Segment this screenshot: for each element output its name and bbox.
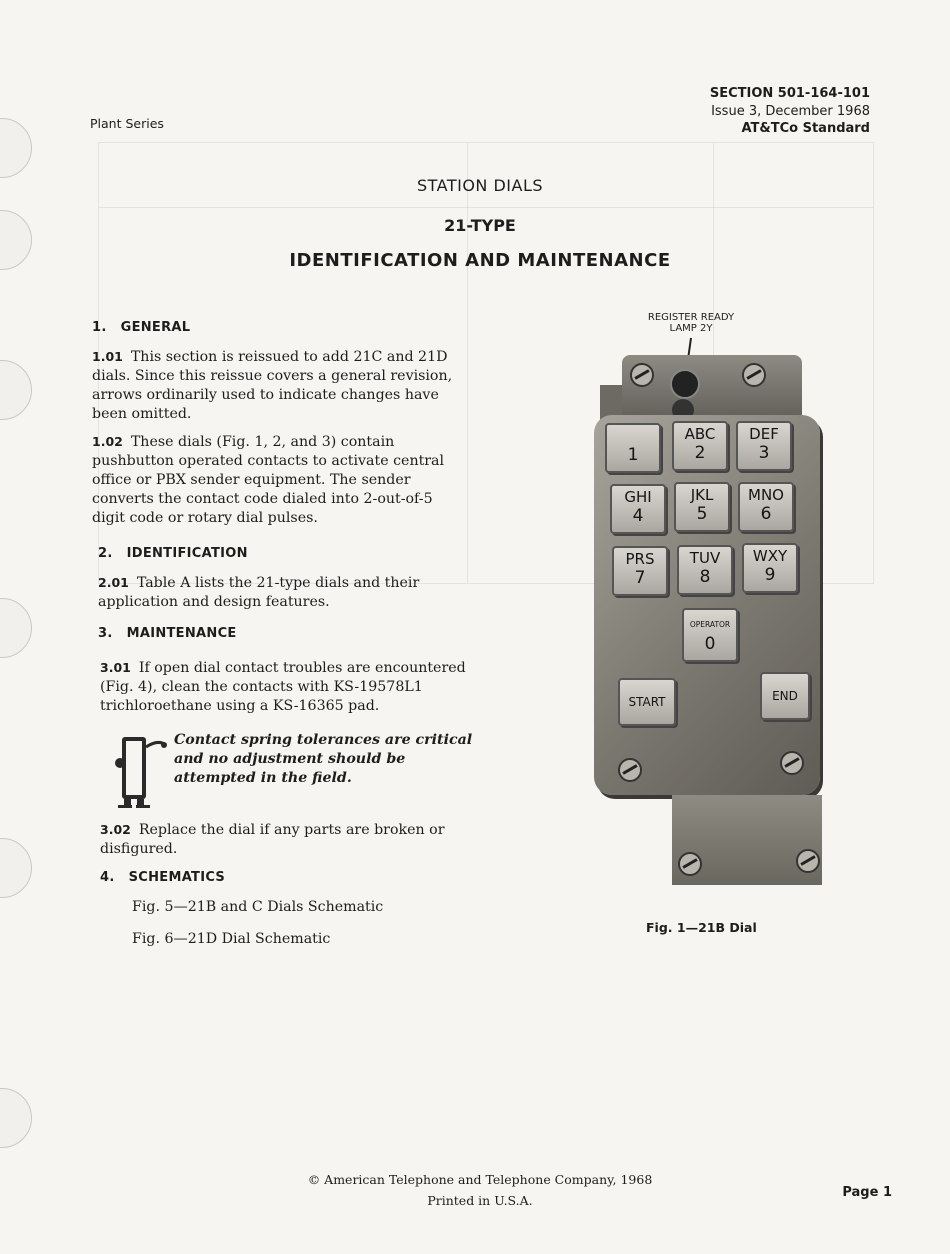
key-end: END [760, 672, 810, 720]
paragraph-2-01: 2.01 Table A lists the 21-type dials and their application and design features. [98, 575, 420, 610]
page-title: STATION DIALS [416, 176, 544, 195]
key-9: WXY 9 [742, 543, 798, 593]
section-number: SECTION 501-164-101 [709, 86, 870, 101]
key-3: DEF 3 [736, 421, 792, 471]
key-5: JKL 5 [674, 482, 730, 532]
figure-6-reference: Fig. 6—21D Dial Schematic [132, 931, 331, 947]
figure-5-reference: Fig. 5—21B and C Dials Schematic [132, 899, 384, 915]
paragraph-1-01: 1.01 This section is reissued to add 21C and 21D dials. Since this reissue covers a general revision, arrows ordinarily used to indicate changes have been omitted. [92, 349, 453, 422]
key-start: START [618, 678, 676, 726]
figure-1-caption: Fig. 1—21B Dial [646, 920, 757, 935]
binder-hole [0, 838, 32, 898]
key-4: GHI 4 [610, 484, 666, 534]
paragraph-1-02: 1.02 These dials (Fig. 1, 2, and 3) contain pushbutton operated contacts to activate central office or PBX sender equipment. The sender converts the contact code dialed into 2-out-of-5 digit code or rotary dial pulses. [92, 434, 445, 526]
binder-hole [0, 210, 32, 270]
key-8: TUV 8 [677, 545, 733, 595]
heading-schematics: 4. SCHEMATICS [100, 870, 226, 885]
page-heading: IDENTIFICATION AND MAINTENANCE [289, 250, 671, 271]
binder-hole [0, 118, 32, 178]
standard-label: AT&TCo Standard [741, 121, 870, 136]
binder-hole [0, 598, 32, 658]
key-operator: OPERATOR 0 [682, 608, 738, 662]
read-icon [112, 733, 168, 809]
paragraph-3-01: 3.01 If open dial contact troubles are encountered (Fig. 4), clean the contacts with KS-19578L1 trichloroethane using a KS-16365 pad. [100, 660, 466, 714]
register-ready-callout: REGISTER READY LAMP 2Y [647, 312, 735, 334]
printed-in: Printed in U.S.A. [427, 1193, 533, 1208]
issue-date: Issue 3, December 1968 [711, 104, 870, 119]
page-number: Page 1 [842, 1185, 892, 1200]
paragraph-3-02: 3.02 Replace the dial if any parts are broken or disfigured. [100, 822, 445, 857]
plant-series: Plant Series [90, 116, 164, 131]
key-6: MNO 6 [738, 482, 794, 532]
binder-hole [0, 360, 32, 420]
copyright: © American Telephone and Telephone Company, 1968 [307, 1172, 653, 1187]
heading-identification: 2. IDENTIFICATION [98, 546, 248, 561]
caution-note: Contact spring tolerances are critical and no adjustment should be attempted in the field. [174, 732, 473, 786]
key-1: 1 [605, 423, 661, 473]
heading-general: 1. GENERAL [92, 320, 191, 335]
heading-maintenance: 3. MAINTENANCE [98, 626, 237, 641]
page-subtitle: 21-TYPE [444, 216, 516, 235]
binder-hole [0, 1088, 32, 1148]
key-7: PRS 7 [612, 546, 668, 596]
key-2: ABC 2 [672, 421, 728, 471]
